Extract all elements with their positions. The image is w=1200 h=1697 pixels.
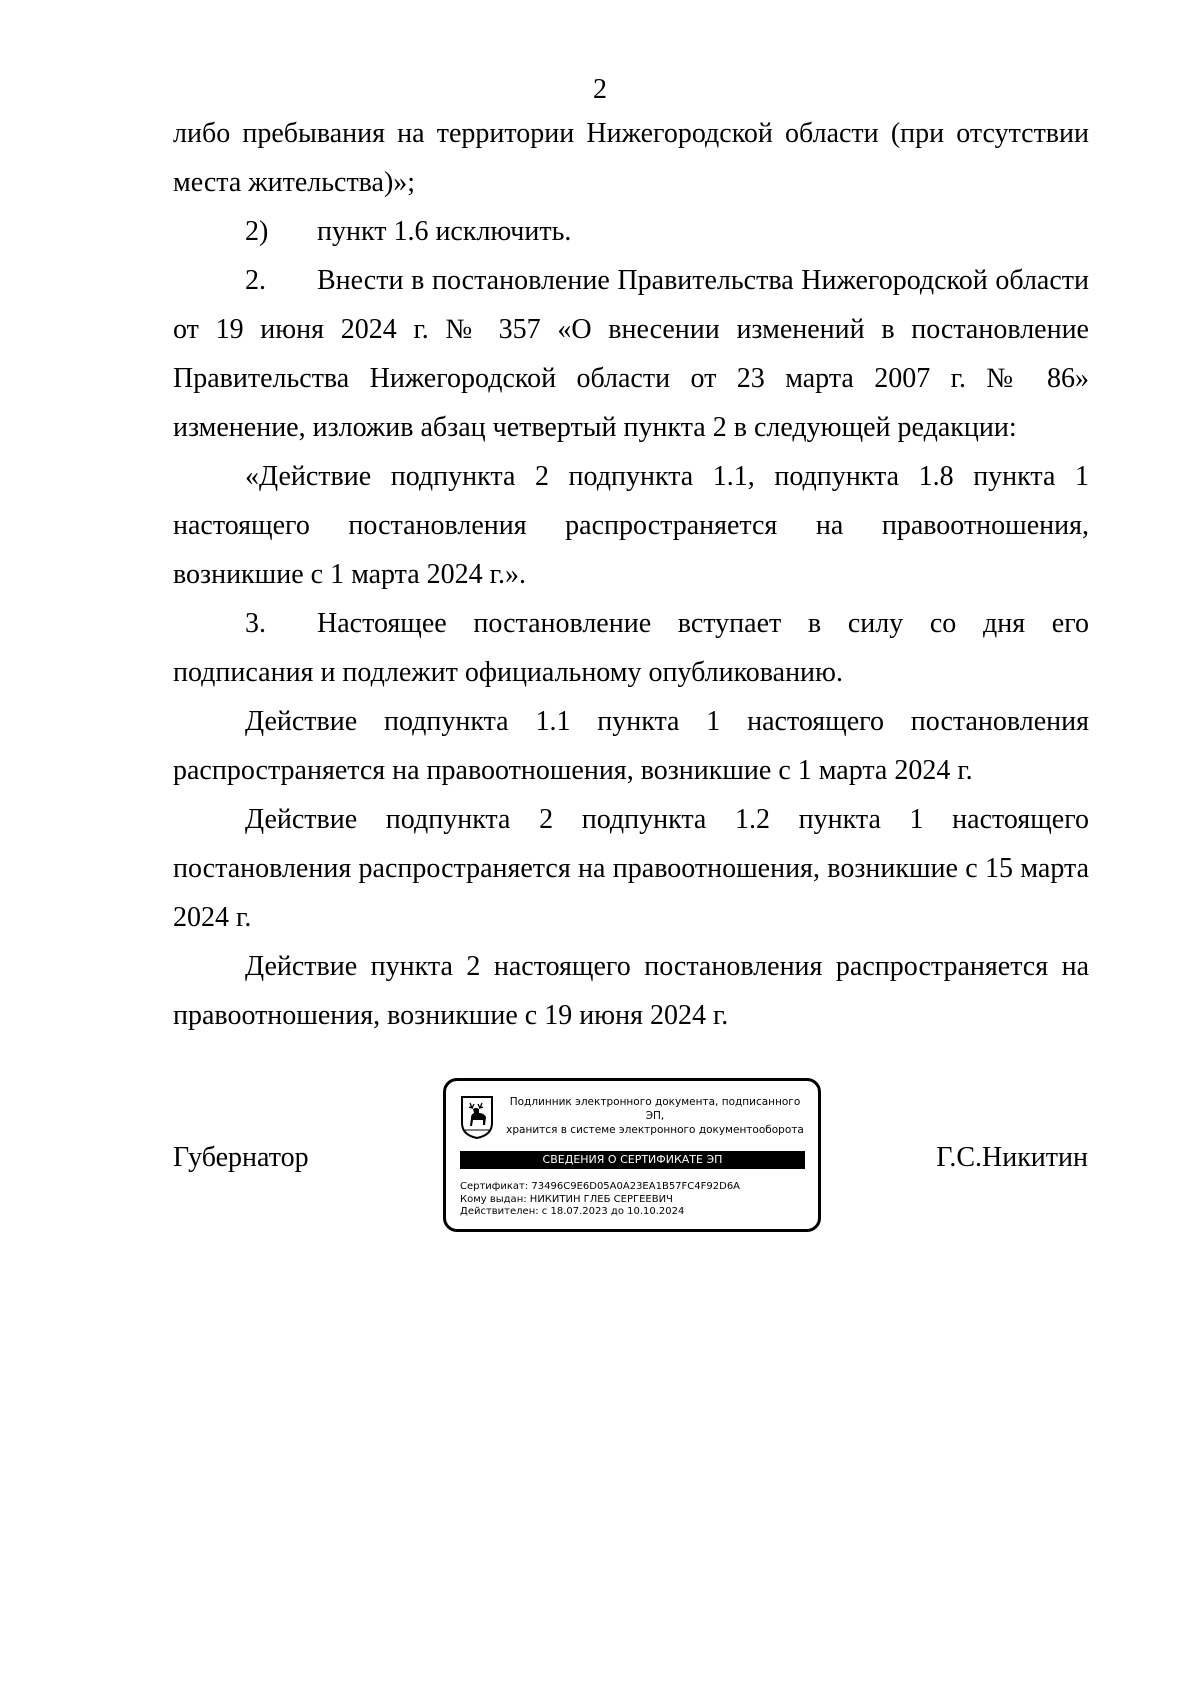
issued-to-label: Кому выдан:: [460, 1193, 527, 1205]
paragraph-effect-1: [173, 697, 1089, 795]
paragraph-text: Действие подпункта 2 подпункта 1.2 пункта 1 настоящего постановления распространяется на правоотношения, возникшие с 15 марта 2024 г.: [173, 804, 1089, 933]
paragraph-text: «Действие подпункта 2 подпункта 1.1, подпункта 1.8 пункта 1 настоящего постановления распространяется на правоотношения, возникшие с 1 марта 2024 г.».: [173, 461, 1089, 590]
item-number: 2.: [245, 265, 266, 296]
paragraph-effect-2: [173, 795, 1089, 942]
stamp-header-line: Подлинник электронного документа, подписанного ЭП,: [509, 1096, 801, 1122]
signer-name: Г.С.Никитин: [936, 1142, 1088, 1173]
paragraph-quote: [173, 452, 1089, 599]
stamp-title-bar: СВЕДЕНИЯ О СЕРТИФИКАТЕ ЭП: [460, 1151, 805, 1169]
certificate-label: Сертификат:: [460, 1181, 529, 1192]
stamp-details: [460, 1181, 810, 1219]
item-number: 3.: [245, 608, 266, 639]
certificate-row: [460, 1181, 810, 1194]
paragraph-text: Действие пункта 2 настоящего постановления распространяется на правоотношения, возникшие с 19 июня 2024 г.: [173, 951, 1089, 1031]
stamp-header: [500, 1095, 810, 1137]
paragraph-effect-3: [173, 942, 1089, 1040]
paragraph-item-3: [173, 599, 1089, 697]
issued-to-value: НИКИТИН ГЛЕБ СЕРГЕЕВИЧ: [529, 1193, 673, 1205]
valid-label: Действителен:: [460, 1206, 539, 1217]
issued-to-row: [460, 1194, 810, 1207]
page-number: 2: [593, 74, 607, 105]
document-body: [173, 109, 1089, 1040]
paragraph-text: пункт 1.6 исключить.: [317, 216, 572, 247]
paragraph-subitem-2: [173, 207, 1089, 256]
paragraph-text: либо пребывания на территории Нижегородской области (при отсутствии места жительства)»;: [173, 118, 1089, 198]
electronic-signature-stamp: [443, 1078, 821, 1232]
paragraph-continuation: [173, 109, 1089, 207]
item-number: 2): [245, 216, 269, 247]
paragraph-item-2: [173, 256, 1089, 452]
paragraph-text: Действие подпункта 1.1 пункта 1 настоящего постановления распространяется на правоотношения, возникшие с 1 марта 2024 г.: [173, 706, 1089, 786]
certificate-value: 73496C9E6D05A0A23EA1B57FC4F92D6A: [531, 1181, 741, 1192]
paragraph-text: Внести в постановление Правительства Нижегородской области от 19 июня 2024 г. № 357 «О внесении изменений в постановление Правительства Нижегородской области от 23 марта 2007 г. № 86» изменение, изложив абзац четвертый пункта 2 в следующей редакции:: [173, 265, 1089, 443]
valid-row: [460, 1206, 810, 1219]
valid-value: с 18.07.2023 до 10.10.2024: [541, 1206, 685, 1217]
paragraph-text: Настоящее постановление вступает в силу со дня его подписания и подлежит официальному опубликованию.: [173, 608, 1089, 688]
stamp-header-line: хранится в системе электронного документооборота: [506, 1124, 804, 1136]
deer-coat-of-arms-icon: [460, 1095, 494, 1139]
signer-role: Губернатор: [173, 1142, 309, 1173]
